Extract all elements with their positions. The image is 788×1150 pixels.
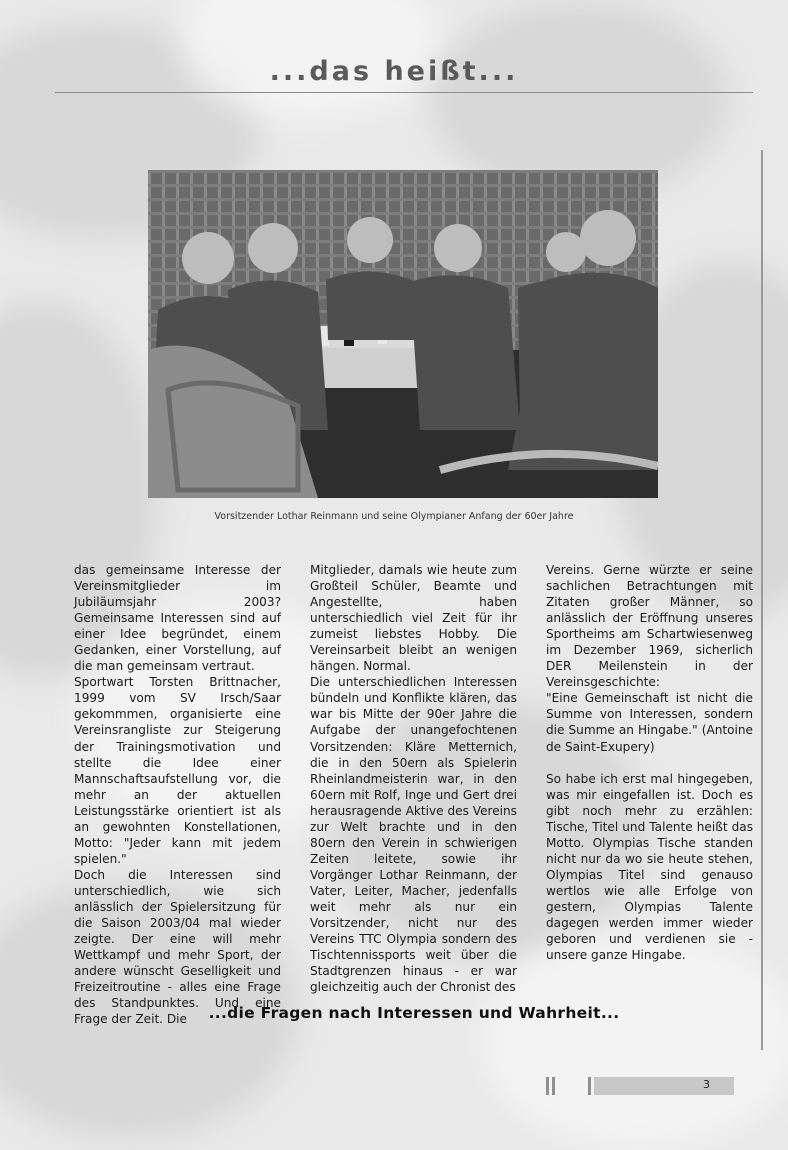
title-divider (55, 92, 753, 93)
margin-rule (761, 150, 763, 1050)
text-column-1 (74, 562, 281, 1027)
paragraph: das gemeinsame Interesse der Vereinsmitglieder im Jubiläumsjahr 2003? Gemeinsame Interessen sind auf einer Idee begründet, einem Gedanken, einer Vorstellung, auf die man gemeinsam vertraut. (74, 563, 281, 674)
group-photo (148, 170, 658, 498)
paragraph: Vereins. Gerne würzte er seine sachlichen Betrachtungen mit Zitaten großer Männer, so anlässlich der Eröffnung unseres Sportheims am Schartwiesenweg im Dezember 1969, sicherlich DER Meilenstein in der Vereinsgeschichte: (546, 563, 753, 690)
footer-bar (546, 1077, 549, 1095)
text-column-2 (310, 562, 517, 995)
paragraph: Mitglieder, damals wie heute zum Großteil Schüler, Beamte und Angestellte, haben unterschiedlich viel Zeit für ihr zumeist liebstes Hobby. Die Vereinsarbeit bleibt an wenigen hängen. Normal. (310, 563, 517, 674)
page-number: 3 (703, 1078, 710, 1091)
footer-bar (588, 1077, 591, 1095)
paragraph: So habe ich erst mal hingegeben, was mir eingefallen ist. Doch es gibt noch mehr zu erzählen: Tische, Titel und Talente heißt das Motto. Olympias Tische standen nicht nur da wo sie heute stehen, Olympias Titel sind genauso wertlos wie alle Erfolge von gestern, Olympias Talente dagegen werden immer wieder geboren und verdienen sie - unsere ganze Hingabe. (546, 771, 753, 963)
paragraph: Die unterschiedlichen Interessen bündeln und Konflikte klären, das war bis Mitte der 90er Jahre die Aufgabe der unangefochtenen Vorsitzenden: Kläre Metternich, die in den 50ern als Spielerin Rheinlandmeisterin war, in den 60ern mit Rolf, Inge und Gert drei herausragende Aktive des Vereins zur Welt brachte und in den 80ern den Verein in schwierigen Zeiten leitete, sowie ihr Vorgänger Lothar Reinmann, der Vater, Leiter, Macher, jedenfalls weit mehr als nur ein Vorsitzender, nicht nur des Vereins TTC Olympia sondern des Tischtennissports weit über die Stadtgrenzen hinaus - er war gleichzeitig auch der Chronist des (310, 675, 517, 995)
paragraph: Doch die Interessen sind unterschiedlich, wie sich anlässlich der Spielersitzung für die Saison 2003/04 mal wieder zeigte. Der eine will mehr Wettkampf und mehr Sport, der andere wünscht Geselligkeit und Freizeitroutine - alles eine Frage des Standpunktes. Und eine Frage der Zeit. Die (74, 867, 281, 1027)
text-column-3 (546, 562, 753, 963)
closing-quote: ...die Fragen nach Interessen und Wahrheit... (208, 1004, 620, 1022)
footer-bar (552, 1077, 555, 1095)
photo-caption: Vorsitzender Lothar Reinmann und seine Olympianer Anfang der 60er Jahre (214, 511, 574, 522)
page-title: ...das heißt... (269, 56, 519, 87)
paragraph: Sportwart Torsten Brittnacher, 1999 vom SV Irsch/Saar gekommmen, organisierte eine Vereinsrangliste zur Steigerung der Trainingsmotivation und stellte die Idee einer Mannschaftsaufstellung vor, die mehr an der aktuellen Leistungsstärke orientiert ist als an gewohnten Konstellationen, Motto: "Jeder kann mit jedem spielen." (74, 675, 281, 866)
quote-paragraph: "Eine Gemeinschaft ist nicht die Summe von Interessen, sondern die Summe an Hingabe." (Antoine de Saint-Exupery) (546, 691, 753, 754)
